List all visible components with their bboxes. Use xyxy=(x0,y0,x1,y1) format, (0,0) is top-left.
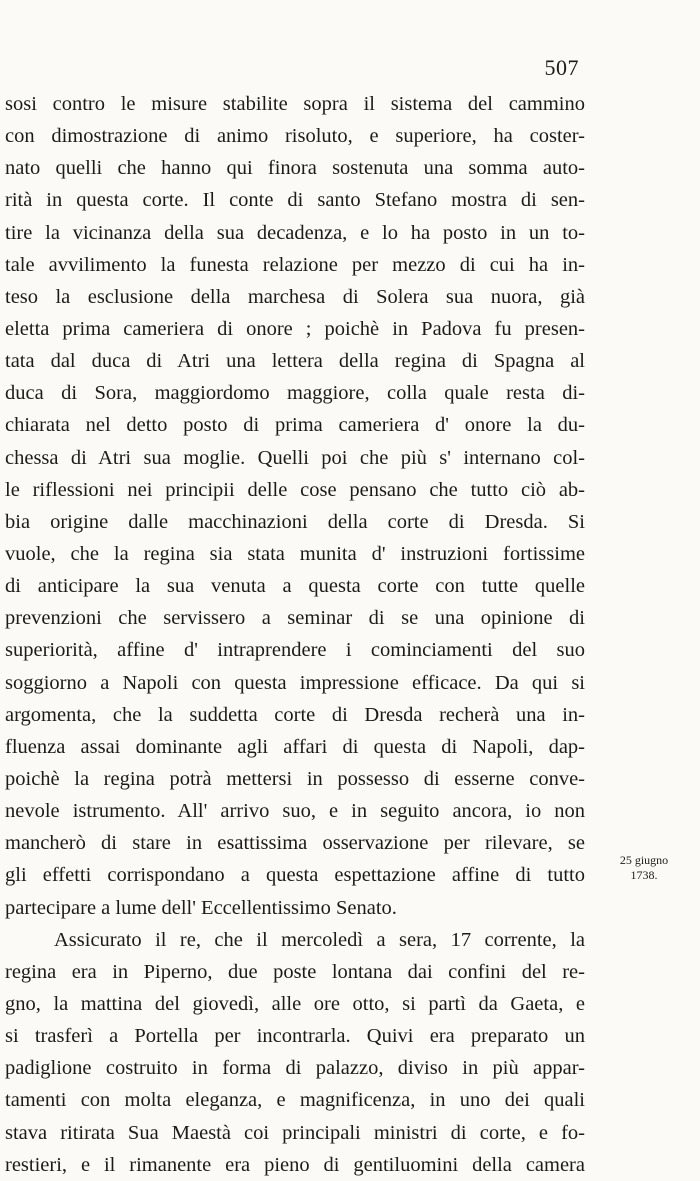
text-line: tale avvilimento la funesta relazione per mezzo di cui ha in- xyxy=(5,253,585,276)
text-line: nevole istrumento. All' arrivo suo, e in seguito ancora, io non xyxy=(5,800,585,823)
text-line: rità in questa corte. Il conte di santo Stefano mostra di sen- xyxy=(5,189,585,212)
text-line: tamenti con molta eleganza, e magnificenza, in uno dei quali xyxy=(5,1089,585,1112)
text-line: chiarata nel detto posto di prima cameriera d' onore la du- xyxy=(5,414,585,437)
text-line: poichè la regina potrà mettersi in possesso di esserne conve- xyxy=(5,767,585,790)
text-line: con dimostrazione di animo risoluto, e superiore, ha coster- xyxy=(5,125,585,148)
text-line: duca di Sora, maggiordomo maggiore, colla quale resta di- xyxy=(5,382,585,405)
text-line: padiglione costruito in forma di palazzo, diviso in più appar- xyxy=(5,1057,585,1080)
text-line: Assicurato il re, che il mercoledì a sera, 17 corrente, la xyxy=(54,928,585,951)
text-line: stava ritirata Sua Maestà coi principali ministri di corte, e fo- xyxy=(5,1121,585,1144)
margin-note-line1: 25 giugno xyxy=(619,853,669,867)
paragraph xyxy=(5,88,585,924)
text-line: si trasferì a Portella per incontrarla. Quivi era preparato un xyxy=(5,1025,585,1048)
margin-note-date xyxy=(590,853,698,883)
text-line: chessa di Atri sua moglie. Quelli poi che più s' internano col- xyxy=(5,446,585,469)
text-line: nato quelli che hanno qui finora sostenuta una somma auto- xyxy=(5,157,585,180)
text-line: di anticipare la sua venuta a questa corte con tutte quelle xyxy=(5,575,585,598)
text-line: fluenza assai dominante agli affari di questa di Napoli, dap- xyxy=(5,735,585,758)
text-line: partecipare a lume dell' Eccellentissimo Senato. xyxy=(5,896,397,919)
text-line: le riflessioni nei principii delle cose pensano che tutto ciò ab- xyxy=(5,478,585,501)
text-line: gli effetti corrispondano a questa espettazione affine di tutto xyxy=(5,864,585,887)
text-line: teso la esclusione della marchesa di Solera sua nuora, già xyxy=(5,285,585,308)
text-line: eletta prima cameriera di onore ; poichè in Padova fu presen- xyxy=(5,317,585,340)
text-line: vuole, che la regina sia stata munita d' instruzioni fortissime xyxy=(5,542,585,565)
text-line: mancherò di stare in esattissima osservazione per rilevare, se xyxy=(5,832,585,855)
text-line: prevenzioni che servissero a seminar di se una opinione di xyxy=(5,607,585,630)
text-line: regina era in Piperno, due poste lontana dai confini del re- xyxy=(5,960,585,983)
text-line: sosi contro le misure stabilite sopra il sistema del cammino xyxy=(5,93,585,115)
text-line: tire la vicinanza della sua decadenza, e lo ha posto in un to- xyxy=(5,221,585,244)
text-line: soggiorno a Napoli con questa impressione efficace. Da qui si xyxy=(5,671,585,694)
text-line: restieri, e il rimanente era pieno di gentiluomini della camera xyxy=(5,1153,585,1176)
paragraph xyxy=(5,924,585,1181)
text-line: superiorità, affine d' intraprendere i cominciamenti del suo xyxy=(5,639,585,662)
page-number: 507 xyxy=(544,55,579,80)
text-line: gno, la mattina del giovedì, alle ore otto, si partì da Gaeta, e xyxy=(5,992,585,1015)
body-text xyxy=(5,88,585,1181)
text-line: tata dal duca di Atri una lettera della regina di Spagna al xyxy=(5,350,585,373)
margin-note-line2: 1738. xyxy=(630,868,658,882)
text-line: argomenta, che la suddetta corte di Dresda recherà una in- xyxy=(5,703,585,726)
text-line: bia origine dalle macchinazioni della corte di Dresda. Si xyxy=(5,510,585,533)
